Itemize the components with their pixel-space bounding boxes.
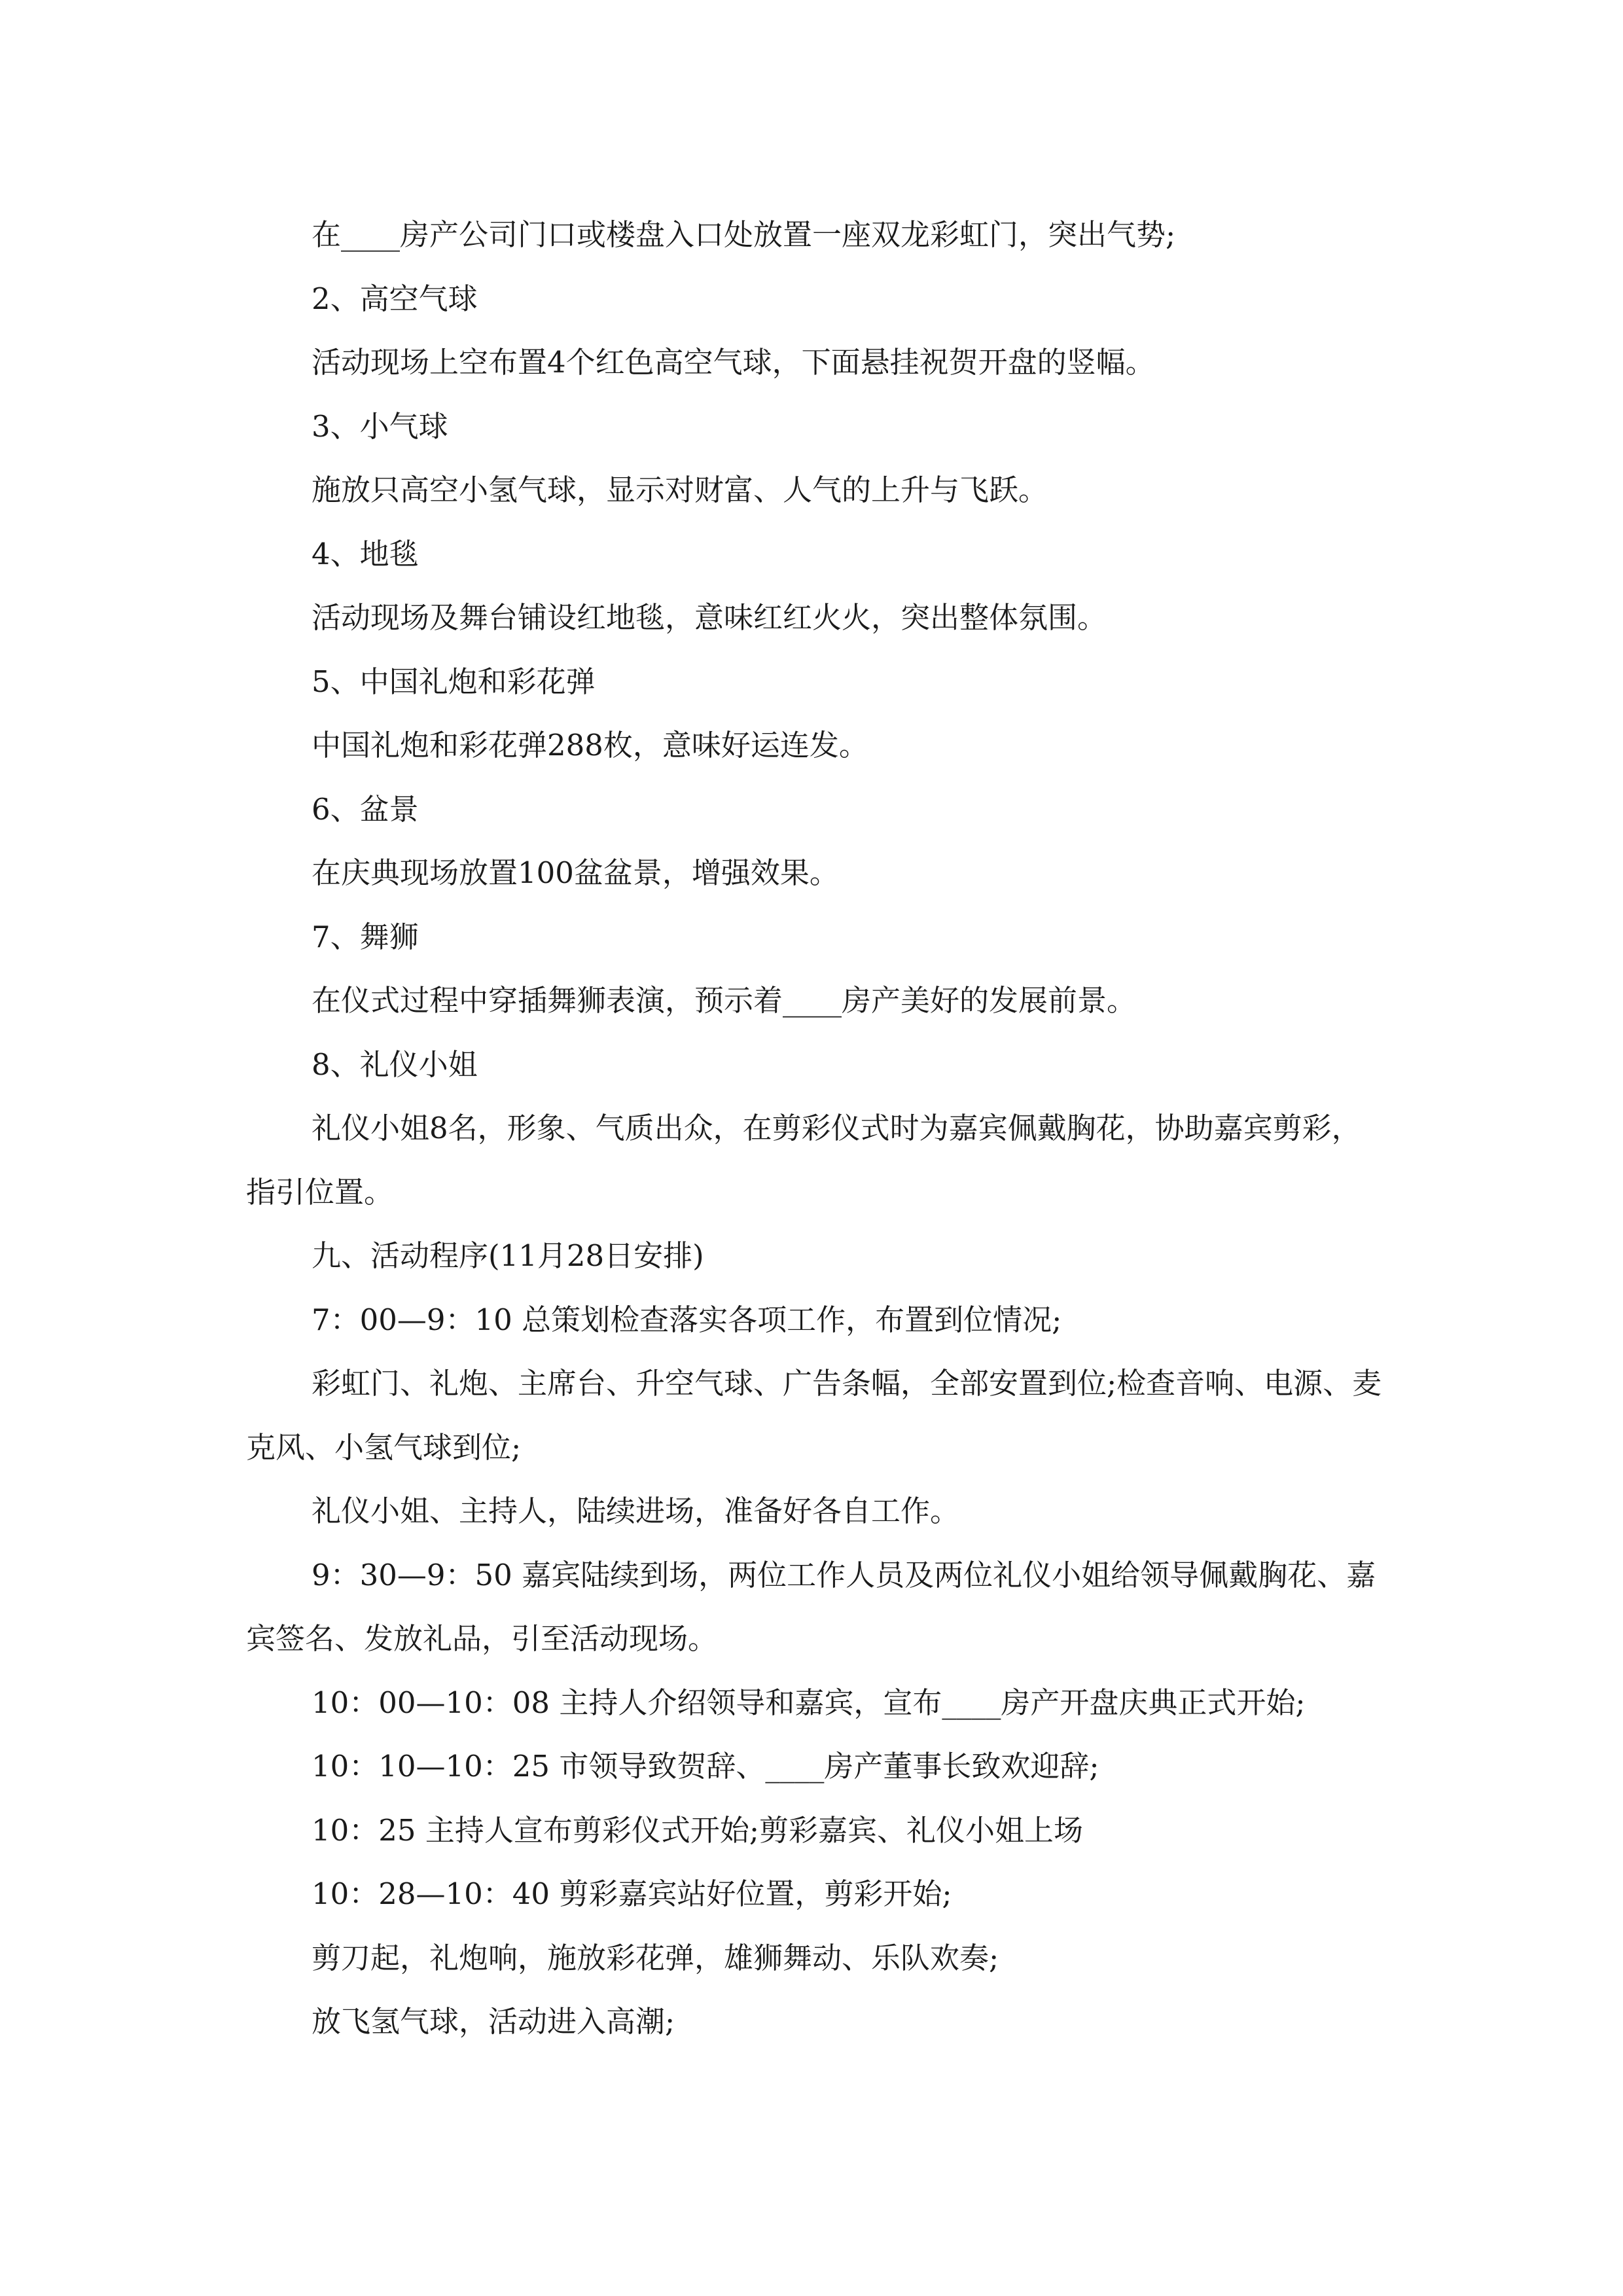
heading-high-balloon: 2、高空气球 [312,281,478,316]
heading-lion-dance: 7、舞狮 [312,919,419,954]
schedule-item-0700: 7：00—9：10 总策划检查落实各项工作，布置到位情况; [312,1302,1062,1337]
paragraph-setup: 彩虹门、礼炮、主席台、升空气球、广告条幅，全部安置到位;检查音响、电源、麦克风、小氢气球到位; [246,1366,1382,1465]
paragraph-balloon-release: 放飞氢气球，活动进入高潮; [312,2004,675,2039]
paragraph-arch-door: 在____房产公司门口或楼盘入口处放置一座双龙彩虹门，突出气势; [312,217,1176,252]
paragraph-ribbon-cut: 剪刀起，礼炮响，施放彩花弹，雄狮舞动、乐队欢奏; [312,1940,999,1975]
paragraph-staff-entry: 礼仪小姐、主持人，陆续进场，准备好各自工作。 [312,1494,960,1528]
schedule-item-1000: 10：00—10：08 主持人介绍领导和嘉宾，宣布____房产开盘庆典正式开始; [312,1685,1306,1720]
paragraph-bonsai: 在庆典现场放置100盆盆景，增强效果。 [312,855,839,890]
paragraph-carpet: 活动现场及舞台铺设红地毯，意味红红火火，突出整体氛围。 [312,600,1107,635]
schedule-item-1028: 10：28—10：40 剪彩嘉宾站好位置，剪彩开始; [312,1876,952,1911]
paragraph-lion-dance: 在仪式过程中穿插舞狮表演，预示着____房产美好的发展前景。 [312,983,1137,1018]
heading-etiquette: 8、礼仪小姐 [312,1047,478,1082]
heading-salute: 5、中国礼炮和彩花弹 [312,664,596,699]
schedule-item-1025: 10：25 主持人宣布剪彩仪式开始;剪彩嘉宾、礼仪小姐上场 [312,1812,1083,1848]
heading-carpet: 4、地毯 [312,536,419,571]
schedule-item-1010: 10：10—10：25 市领导致贺辞、____房产董事长致欢迎辞; [312,1749,1099,1784]
heading-bonsai: 6、盆景 [312,791,419,827]
paragraph-small-balloon: 施放只高空小氢气球，显示对财富、人气的上升与飞跃。 [312,473,1048,507]
document-body [246,203,1385,2054]
paragraph-high-balloon: 活动现场上空布置4个红色高空气球，下面悬挂祝贺开盘的竖幅。 [312,345,1155,380]
schedule-item-0930: 9：30—9：50 嘉宾陆续到场，两位工作人员及两位礼仪小姐给领导佩戴胸花、嘉宾签名、发放礼品，引至活动现场。 [246,1557,1376,1656]
paragraph-salute: 中国礼炮和彩花弹288枚，意味好运连发。 [312,728,868,762]
heading-small-balloon: 3、小气球 [312,408,448,444]
paragraph-etiquette: 礼仪小姐8名，形象、气质出众，在剪彩仪式时为嘉宾佩戴胸花，协助嘉宾剪彩，指引位置。 [246,1111,1361,1210]
heading-program: 九、活动程序(11月28日安排) [312,1238,704,1273]
